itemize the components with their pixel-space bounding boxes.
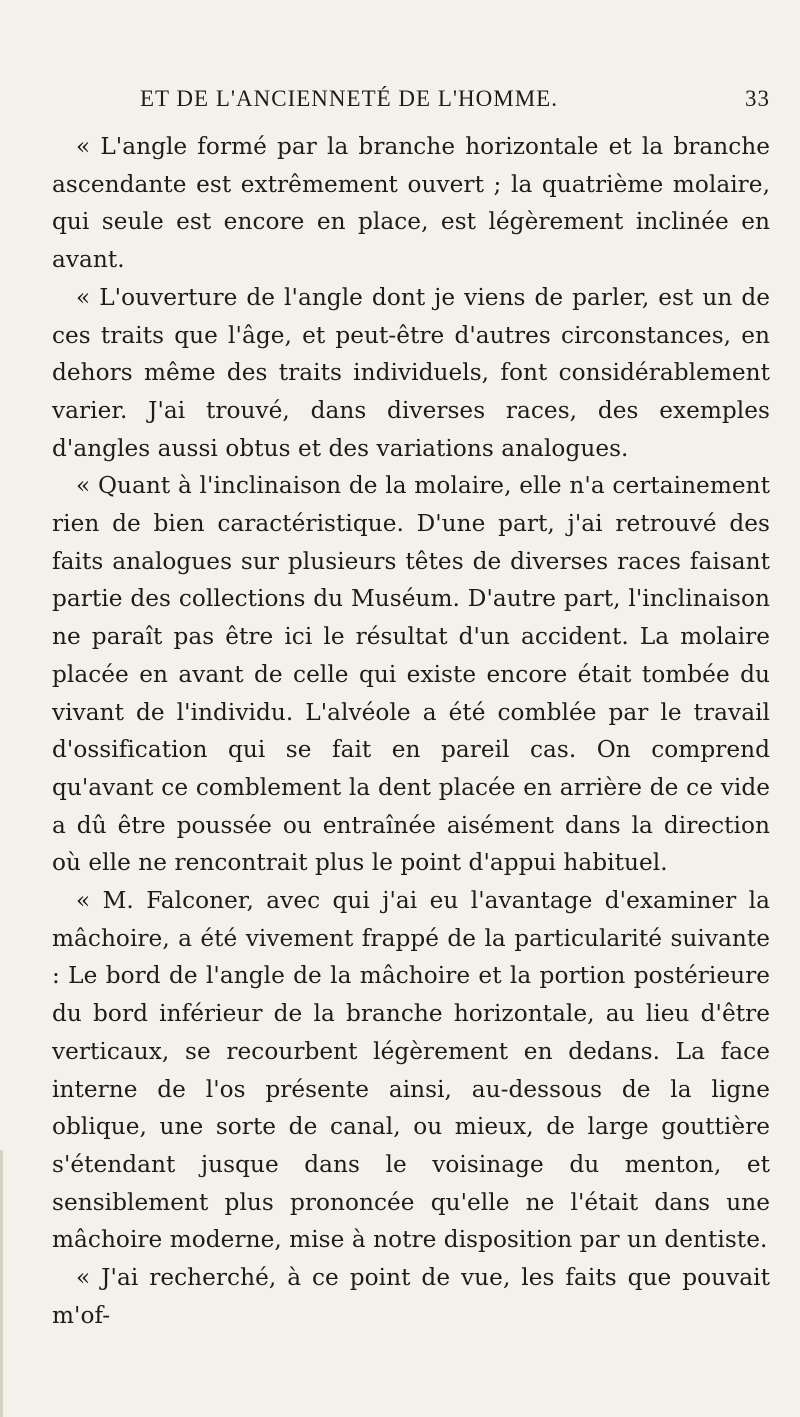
paragraph-1: « L'angle formé par la branche horizontale et la branche ascendante est extrêmement ouvert ; la quatrième molaire, qui seule est encore en place, est légèrement inclinée en avant.: [52, 133, 770, 274]
paragraph-2: « L'ouverture de l'angle dont je viens de parler, est un de ces traits que l'âge, et peut-être d'autres circonstances, en dehors même des traits individuels, font considérablement varier. J'ai trouvé, dans diverses races, des exemples d'angles aussi obtus et des variations analogues.: [52, 283, 770, 462]
paragraph-3: « Quant à l'inclinaison de la molaire, elle n'a certainement rien de bien caractéristique. D'une part, j'ai retrouvé des faits analogues sur plusieurs têtes de diverses races faisant partie des collections du Muséum. D'autre part, l'inclinaison ne paraît pas être ici le résultat d'un accident. La molaire placée en avant de celle qui existe encore était tombée du vivant de l'individu. L'alvéole a été comblée par le travail d'ossification qui se fait en pareil cas. On comprend qu'avant ce comblement la dent placée en arrière de ce vide a dû être poussée ou entraînée aisément dans la direction où elle ne rencontrait plus le point d'appui habituel.: [52, 472, 770, 877]
running-title: ET DE L'ANCIENNETÉ DE L'HOMME.: [140, 86, 558, 111]
paragraph-4: « M. Falconer, avec qui j'ai eu l'avantage d'examiner la mâchoire, a été vivement frappé de la particularité suivante : Le bord de l'angle de la mâchoire et la portion postérieure du bord inférieur de la branche horizontale, au lieu d'être verticaux, se recourbent légèrement en dedans. La face interne de l'os présente ainsi, au-dessous de la ligne oblique, une sorte de canal, ou mieux, de large gouttière s'étendant jusque dans le voisinage du menton, et sensiblement plus prononcée qu'elle ne l'était dans une mâchoire moderne, mise à notre disposition par un dentiste.: [52, 887, 770, 1254]
page-number: 33: [745, 86, 770, 111]
body-text: [52, 128, 770, 1335]
page-edge-shadow: [0, 1150, 3, 1417]
paragraph-5: « J'ai recherché, à ce point de vue, les faits que pouvait m'of-: [52, 1264, 770, 1329]
running-header: [140, 86, 770, 122]
